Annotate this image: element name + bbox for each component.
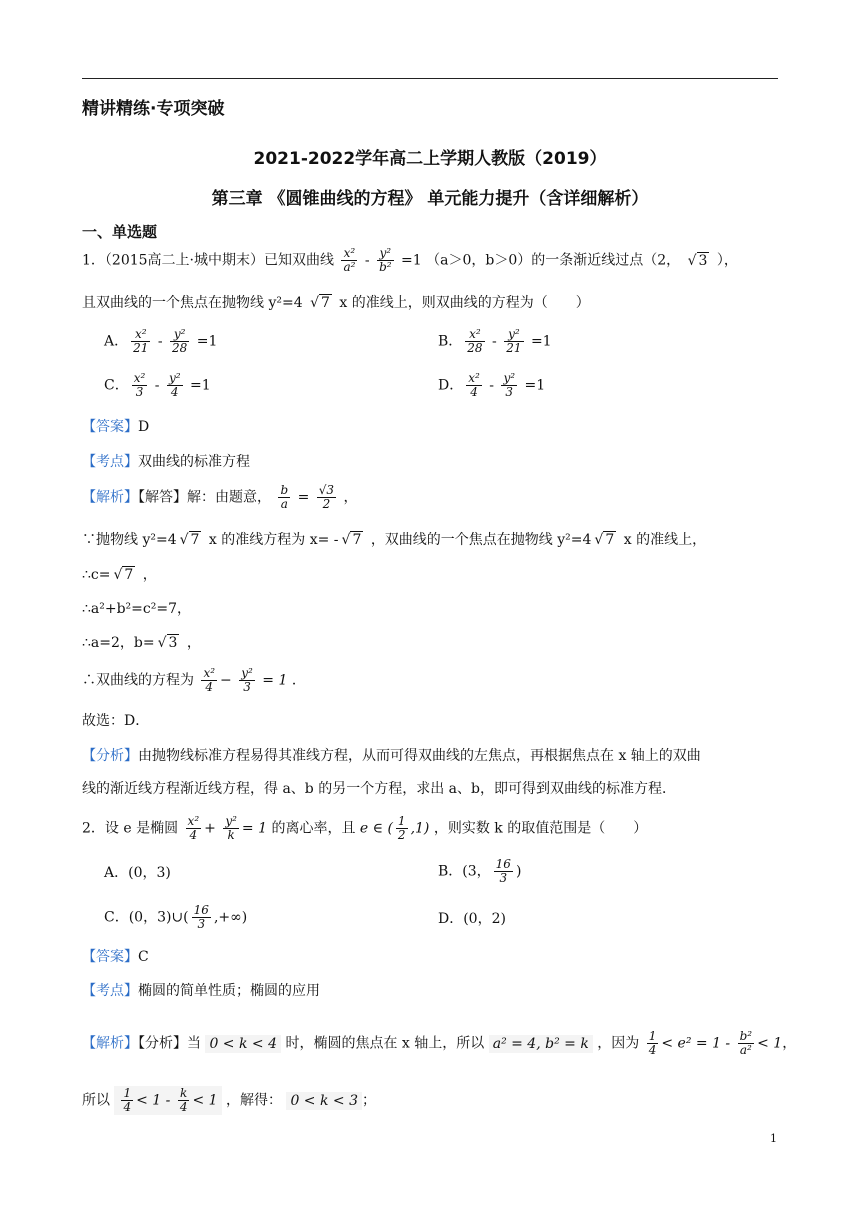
q2-stem: 2．设 e 是椭圆 $\frac{\text{x²}}{4}$ + $\frac{\text{y²}}{k}$ = 1 的离心率，且 e ∈ ( $\frac{1}{2}$ ,1) ，则实数 k 的取值范围是（ ） [82,814,648,842]
page-number: 1 [770,1132,777,1145]
q1-conclusion: 故选：D． [82,713,150,729]
q1-stem-line1: 1．（2015高二上·城中期末）已知双曲线 $\frac{\text{x²}}{\text{a²}}$ - $\frac{\text{y²}}{\text{b²}}$ =1 （a＞0，b＞0）的一条渐近线过点（2， √ 3 ）， [82,246,738,274]
q2-analysis-line1: 【解析】【分析】当 0 < k < 4 时，椭圆的焦点在 x 轴上，所以 a² = 4, b² = k ，因为 $\frac{1}{4}$ < e² = 1 - $\frac{\text{b²}}{\text{a²}}$ < 1， [82,1029,797,1057]
q1-option-b: B． $\frac{\text{x²}}{28}$ - $\frac{\text{y²}}{21}$ =1 [438,327,552,355]
q1-option-d: D． $\frac{\text{x²}}{4}$ - $\frac{\text{y²}}{3}$ =1 [438,371,546,399]
brand-title: 精讲精练·专项突破 [82,99,225,119]
q1-analysis-line6: ∴双曲线的方程为 $\frac{\text{x²}}{4}$ − $\frac{\text{y²}}{3}$ = 1 ． [82,666,306,694]
q2-knowledge-point: 【考点】椭圆的简单性质；椭圆的应用 [82,983,320,999]
q2-option-b: B．(3， $\frac{16}{3}$ ) [438,857,522,885]
section-heading: 一、单选题 [82,223,158,241]
q1-option-a: A． $\frac{\text{x²}}{21}$ - $\frac{\text{y²}}{28}$ =1 [104,327,218,355]
q1-analysis-line2: ∵抛物线 y²=4 √ 7 x 的准线方程为 x= - √ 7 ，双曲线的一个焦点在抛物线 y²=4 √ 7 x 的准线上， [82,532,707,548]
q2-option-c: C．(0，3)∪( $\frac{16}{3}$ ,+∞) [104,903,248,931]
q1-knowledge-point: 【考点】双曲线的标准方程 [82,454,250,470]
q2-option-d: D．(0，2) [438,911,506,927]
document-title: 2021-2022学年高二上学期人教版（2019） [253,149,607,169]
q1-analysis-line1: 【解析】【解答】解：由题意， $\frac{b}{a}$ = $\frac{√3}{2}$ ， [82,483,358,511]
q1-stem-line2: 且双曲线的一个焦点在抛物线 y²=4 √ 7 x 的准线上，则双曲线的方程为（ ） [82,295,590,311]
header-rule [82,78,778,79]
q2-answer: 【答案】C [82,949,149,965]
q1-comment-line1: 【分析】由抛物线标准方程易得其准线方程，从而可得双曲线的左焦点，再根据焦点在 x 轴上的双曲 [82,748,701,764]
q2-analysis-line2: 所以 $\frac{1}{4}$ < 1 - $\frac{k}{4}$ < 1 ，解得： 0 < k < 3 ； [82,1086,377,1114]
q1-analysis-line3: ∴c= √ 7 ， [82,567,157,583]
document-subtitle: 第三章 《圆锥曲线的方程》 单元能力提升（含详细解析） [211,189,649,209]
q1-analysis-line5: ∴a=2，b= √ 3 ， [82,635,201,651]
q1-comment-line2: 线的渐近线方程渐近线方程，得 a、b 的另一个方程，求出 a、b，即可得到双曲线的标准方程． [82,781,676,797]
q2-option-a: A．(0，3) [104,865,171,881]
q1-answer: 【答案】D [82,419,150,435]
q1-analysis-line4: ∴a²+b²=c²=7， [82,601,191,617]
q1-option-c: C． $\frac{\text{x²}}{3}$ - $\frac{\text{y²}}{4}$ =1 [104,371,211,399]
